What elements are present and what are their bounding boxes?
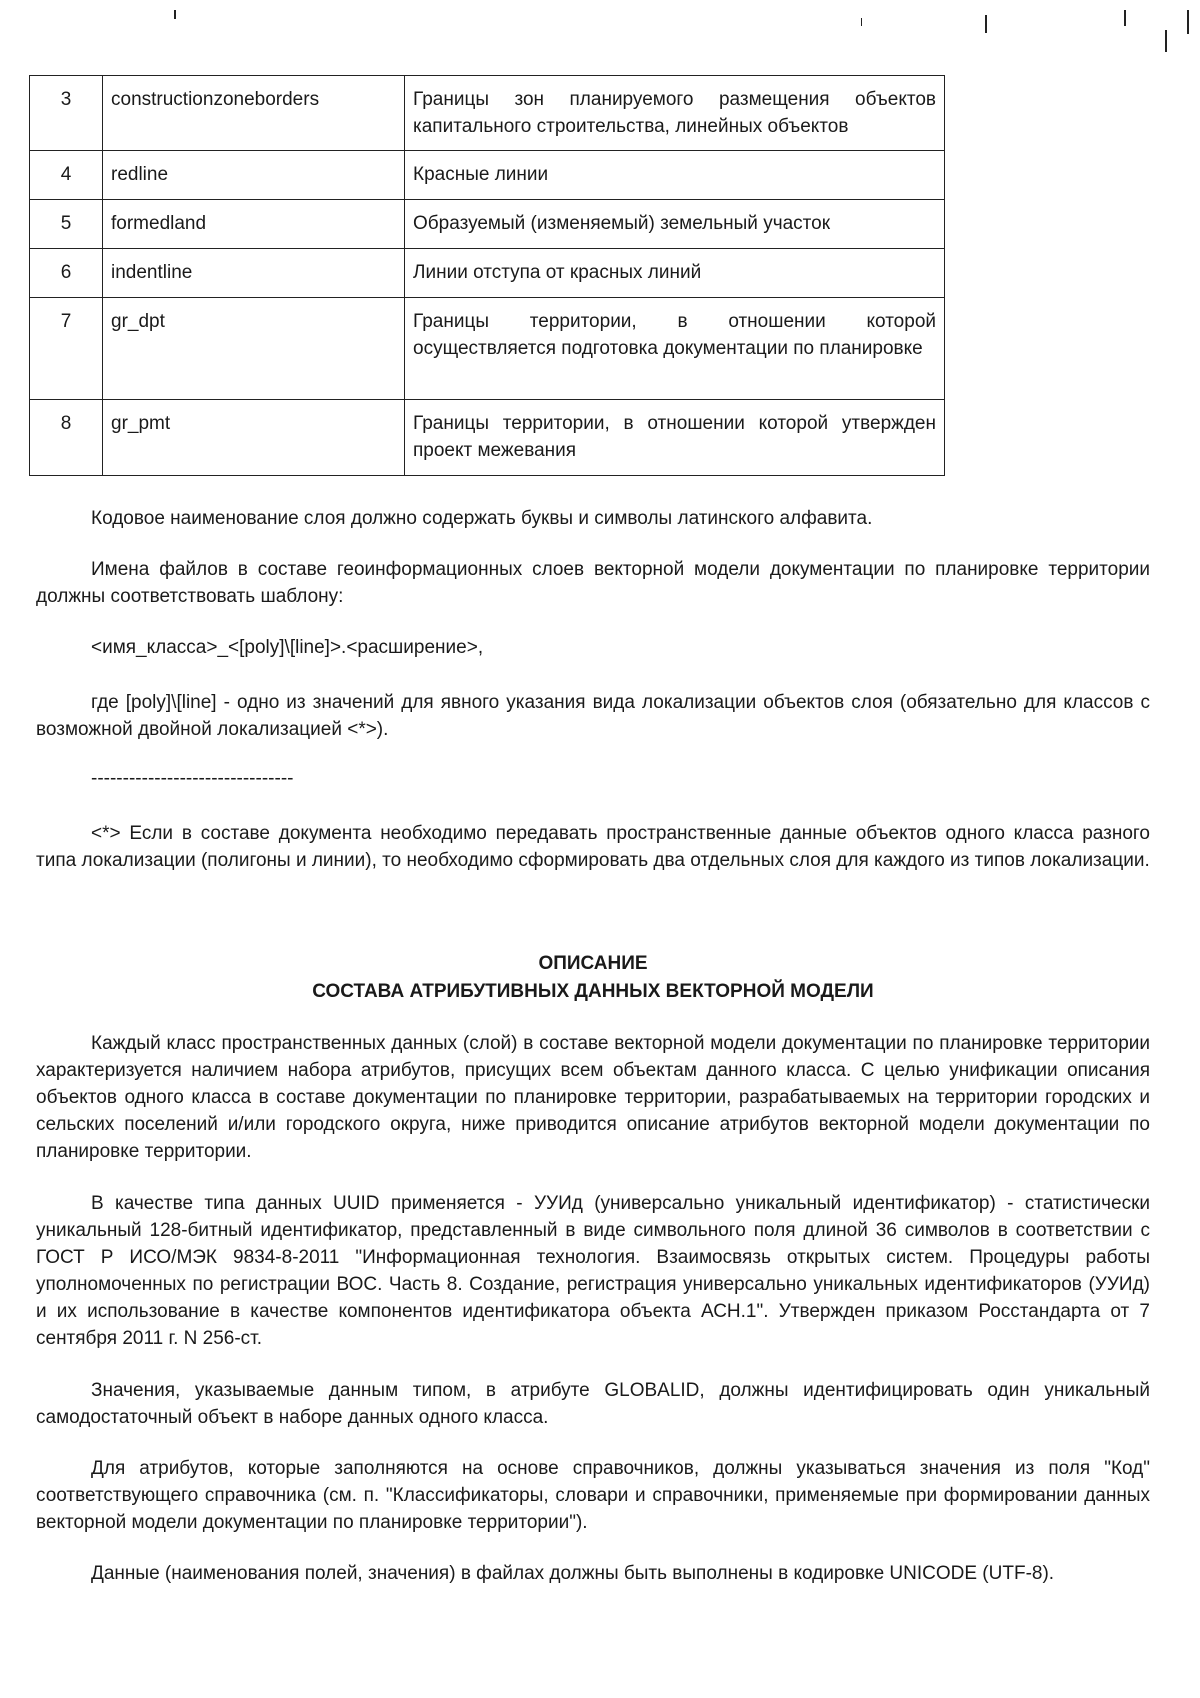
row-number: 8 <box>30 400 103 476</box>
table-row <box>30 400 945 476</box>
layer-code: constructionzoneborders <box>103 76 405 151</box>
table-row <box>30 151 945 200</box>
section-heading: ОПИСАНИЕ <box>538 953 648 974</box>
layer-description: Границы территории, в отношении которой осуществляется подготовка документации по планировке <box>405 298 945 400</box>
paragraph: где [poly]\[line] - одно из значений для явного указания вида локализации объектов слоя (обязательно для классов с возможной двойной локализацией <*>). <box>36 692 1150 740</box>
paragraph: Каждый класс пространственных данных (слой) в составе векторной модели документации по планировке территории характеризуется наличием набора атрибутов, присущих всем объектам данного класса. С целью унификации описания объектов одного класса в составе документации по планировке территории, разрабатываемых на территории городских и сельских поселений и/или городского округа, ниже приводится описание атрибутов векторной модели документации по планировке территории. <box>36 1033 1150 1162</box>
filename-template: <имя_класса>_<[poly]\[line]>.<расширение>, <box>91 637 484 658</box>
paragraph: Имена файлов в составе геоинформационных слоев векторной модели документации по планировке территории должны соответствовать шаблону: <box>36 559 1150 607</box>
table-row <box>30 249 945 298</box>
row-number: 6 <box>30 249 103 298</box>
layer-code: indentline <box>103 249 405 298</box>
row-number: 3 <box>30 76 103 151</box>
row-number: 5 <box>30 200 103 249</box>
row-number: 4 <box>30 151 103 200</box>
table-row <box>30 200 945 249</box>
paragraph: В качестве типа данных UUID применяется - УУИд (универсально уникальный идентификатор) - статистически уникальный 128-битный идентификатор, представленный в виде символьного поля длиной 36 символов в соответствии с ГОСТ Р ИСО/МЭК 9834-8-2011 "Информационная технология. Взаимосвязь открытых систем. Процедуры работы уполномоченных по регистрации ВОС. Часть 8. Создание, регистрация универсально уникальных идентификаторов (УУИд) и их использование в качестве компонентов идентификатора объекта АСН.1". Утвержден приказом Росстандарта от 7 сентября 2011 г. N 256-ст. <box>36 1193 1150 1349</box>
table-row <box>30 76 945 151</box>
layer-code: formedland <box>103 200 405 249</box>
layer-description: Красные линии <box>405 151 945 200</box>
scan-mark <box>174 10 176 19</box>
footnote-separator: -------------------------------- <box>91 768 294 789</box>
scan-mark <box>1165 30 1167 52</box>
paragraph: Кодовое наименование слоя должно содержать буквы и символы латинского алфавита. <box>91 508 873 529</box>
layer-description: Границы территории, в отношении которой утвержден проект межевания <box>405 400 945 476</box>
table-row <box>30 298 945 400</box>
layer-description: Линии отступа от красных линий <box>405 249 945 298</box>
layer-code: gr_dpt <box>103 298 405 400</box>
layer-description: Образуемый (изменяемый) земельный участок <box>405 200 945 249</box>
scan-mark <box>1124 10 1126 26</box>
scan-mark <box>861 18 862 26</box>
scan-mark <box>985 15 987 33</box>
paragraph: Для атрибутов, которые заполняются на основе справочников, должны указываться значения из поля "Код" соответствующего справочника (см. п. "Классификаторы, словари и справочники, применяемые при формировании данных векторной модели документации по планировке территории"). <box>36 1458 1150 1533</box>
row-number: 7 <box>30 298 103 400</box>
layer-code: redline <box>103 151 405 200</box>
section-subheading: СОСТАВА АТРИБУТИВНЫХ ДАННЫХ ВЕКТОРНОЙ МОДЕЛИ <box>312 981 874 1002</box>
paragraph: Данные (наименования полей, значения) в файлах должны быть выполнены в кодировке UNICODE (UTF-8). <box>91 1563 1055 1584</box>
layer-description: Границы зон планируемого размещения объектов капитального строительства, линейных объектов <box>405 76 945 151</box>
layers-table <box>29 75 945 476</box>
scan-mark <box>1187 10 1189 34</box>
layer-code: gr_pmt <box>103 400 405 476</box>
paragraph: Значения, указываемые данным типом, в атрибуте GLOBALID, должны идентифицировать один уникальный самодостаточный объект в наборе данных одного класса. <box>36 1380 1150 1428</box>
footnote: <*> Если в составе документа необходимо передавать пространственные данные объектов одного класса разного типа локализации (полигоны и линии), то необходимо сформировать два отдельных слоя для каждого из типов локализации. <box>36 823 1150 871</box>
